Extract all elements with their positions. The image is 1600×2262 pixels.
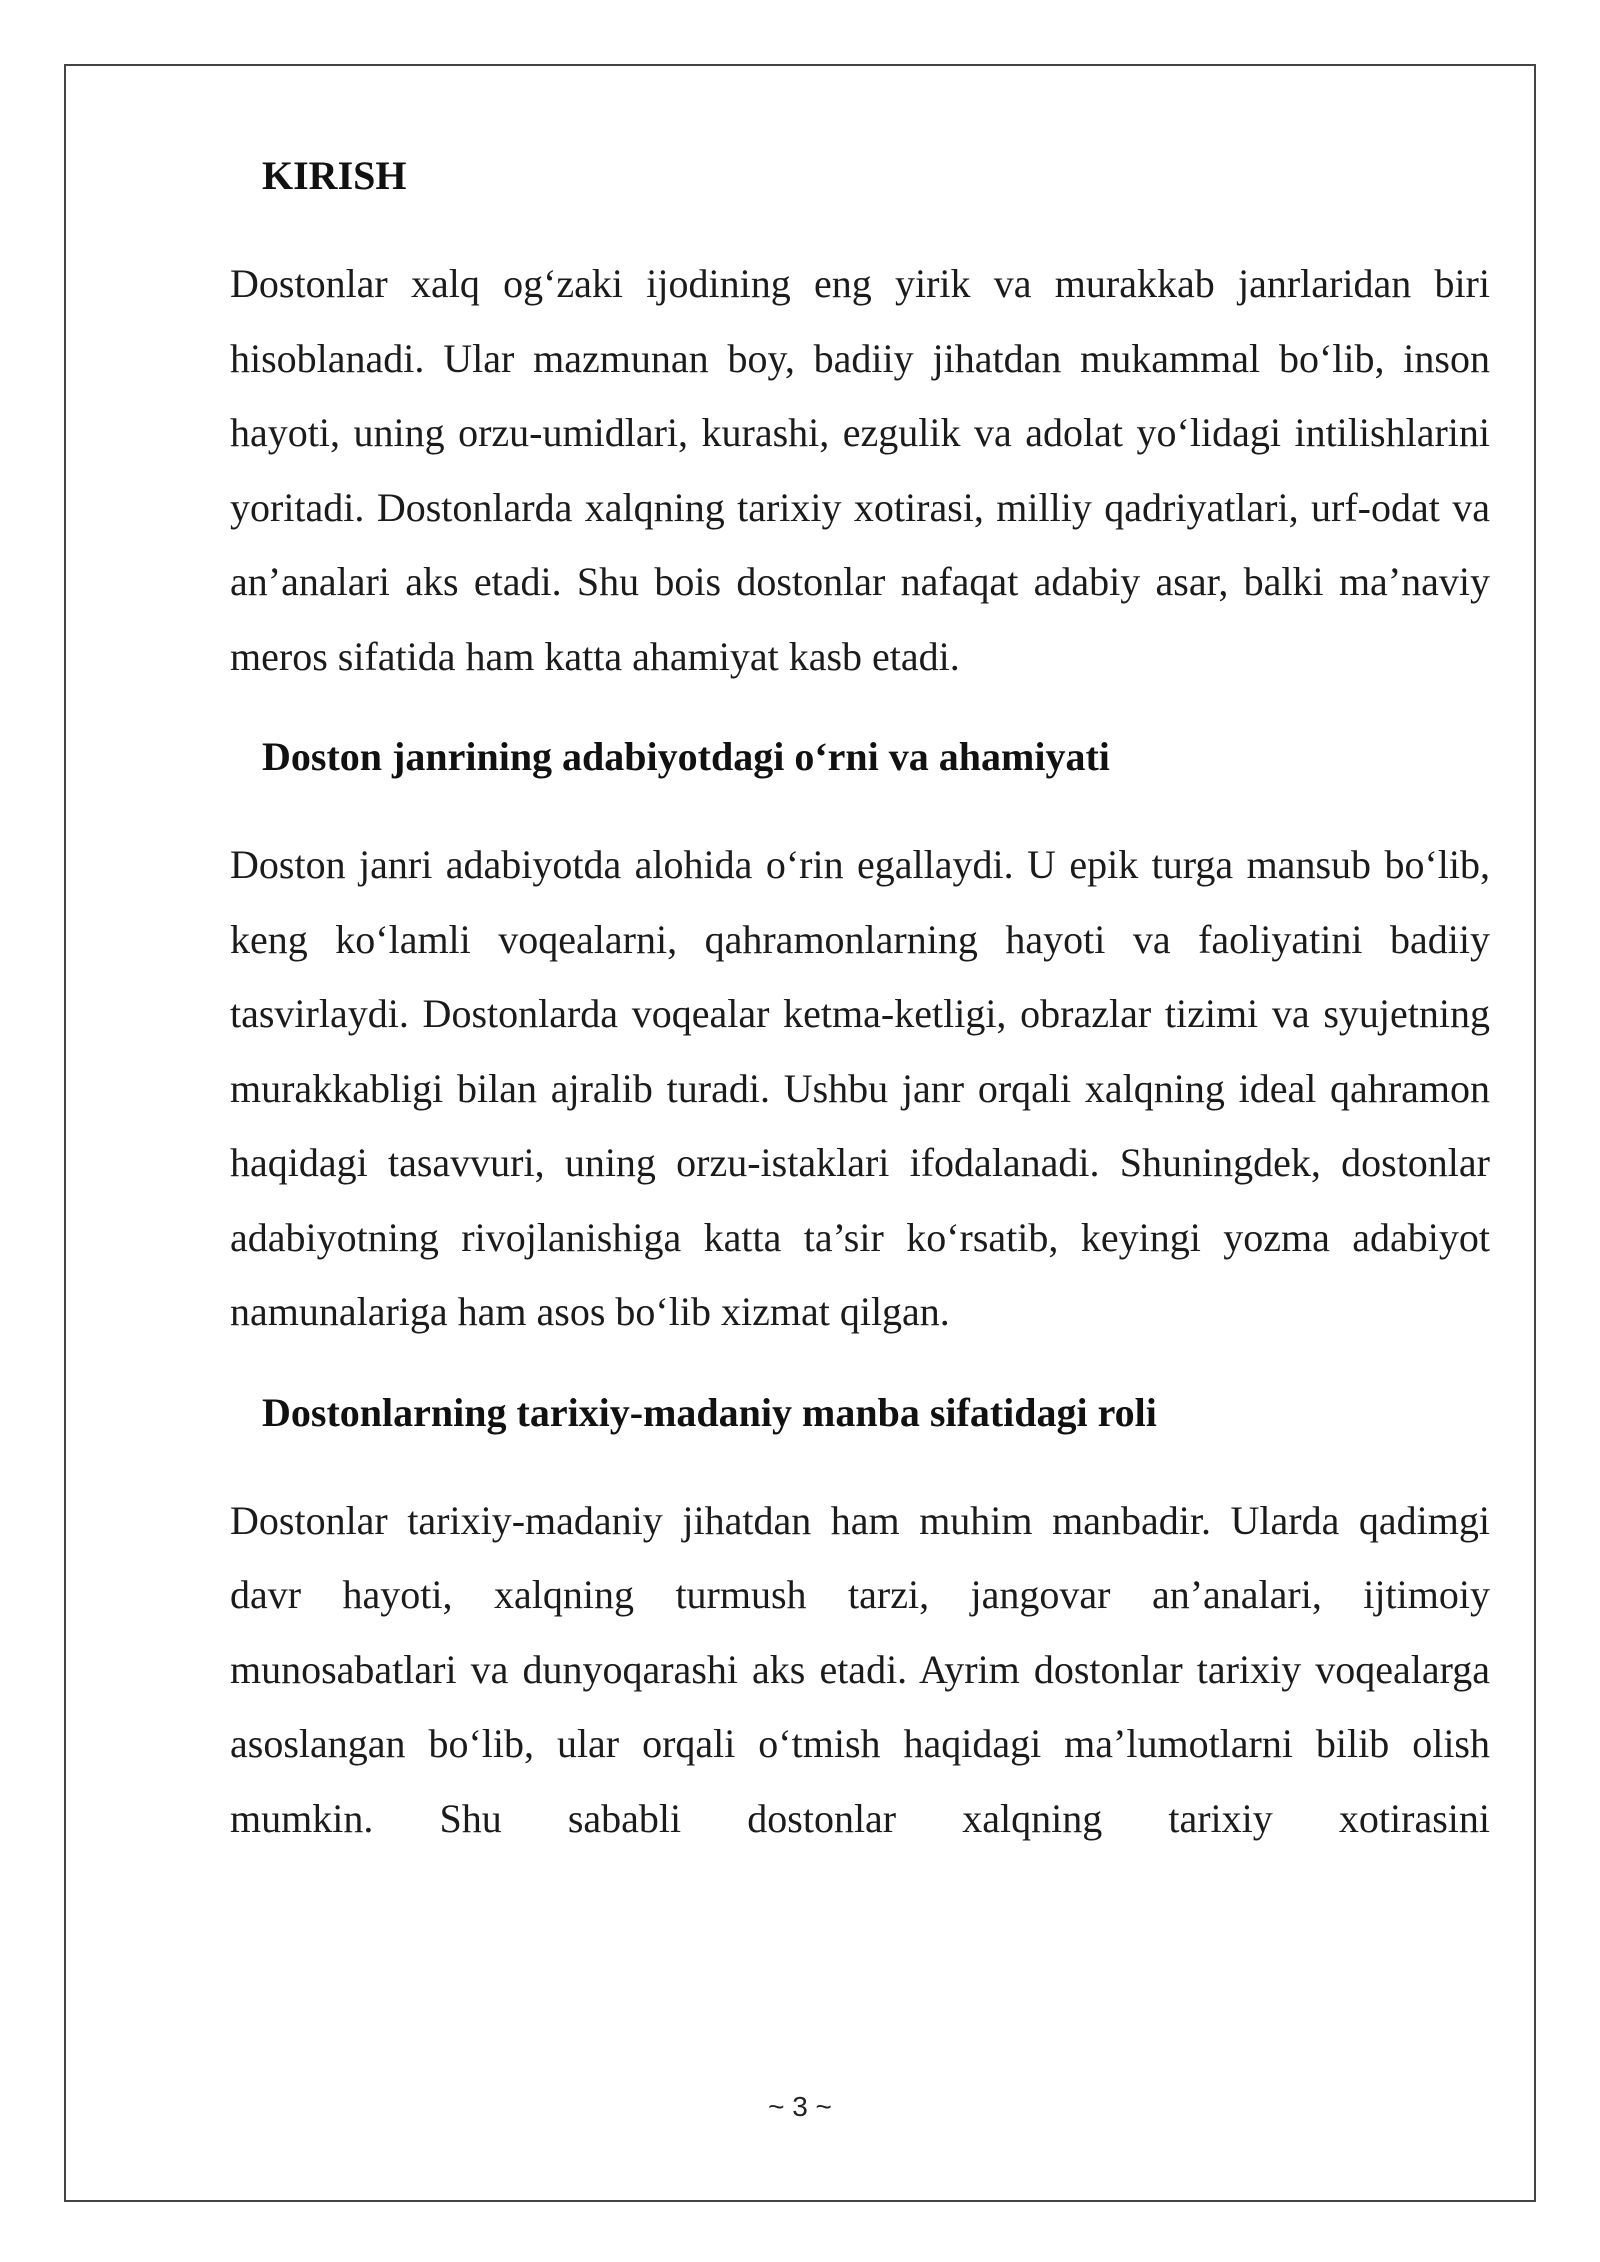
page-number: ~ 3 ~	[768, 2091, 832, 2122]
section-heading-tarixiy-madaniy: Dostonlarning tarixiy-madaniy manba sifatidagi roli	[262, 1389, 1157, 1435]
paragraph-kirish: Dostonlar xalq og‘zaki ijodining eng yirik va murakkab janrlaridan biri hisoblanadi. Ular mazmunan boy, badiiy jihatdan mukammal bo‘lib, inson hayoti, uning orzu-umidlari, kurashi, ezgulik va adolat yo‘lidagi intilishlarini yoritadi. Dostonlarda xalqning tarixiy xotirasi, milliy qadriyatlari, urf-odat va an’analari aks etadi. Shu bois dostonlar nafaqat adabiy asar, balki ma’naviy meros sifatida ham katta ahamiyat kasb etadi.	[230, 261, 1490, 679]
section-heading-janr-orni: Doston janrining adabiyotdagi o‘rni va ahamiyati	[262, 734, 1110, 779]
section-heading-kirish: KIRISH	[262, 153, 407, 198]
document-body	[230, 146, 1490, 1856]
paragraph-janr-orni: Doston janri adabiyotda alohida o‘rin egallaydi. U epik turga mansub bo‘lib, keng ko‘lamli voqealarni, qahramonlarning hayoti va faoliyatini badiiy tasvirlaydi. Dostonlarda voqealar ketma-ketligi, obrazlar tizimi va syujetning murakkabligi bilan ajralib turadi. Ushbu janr orqali xalqning ideal qahramon haqidagi tasavvuri, uning orzu-istaklari ifodalanadi. Shuningdek, dostonlar adabiyotning rivojlanishiga katta ta’sir ko‘rsatib, keyingi yozma adabiyot namunalariga ham asos bo‘lib xizmat qilgan.	[230, 842, 1490, 1334]
paragraph-tarixiy-madaniy: Dostonlar tarixiy-madaniy jihatdan ham muhim manbadir. Ularda qadimgi davr hayoti, xalqning turmush tarzi, jangovar an’analari, ijtimoiy munosabatlari va dunyoqarashi aks etadi. Ayrim dostonlar tarixiy voqealarga asoslangan bo‘lib, ular orqali o‘tmish haqidagi ma’lumotlarni bilib olish mumkin. Shu sababli dostonlar xalqning tarixiy xotirasini	[230, 1497, 1490, 1841]
